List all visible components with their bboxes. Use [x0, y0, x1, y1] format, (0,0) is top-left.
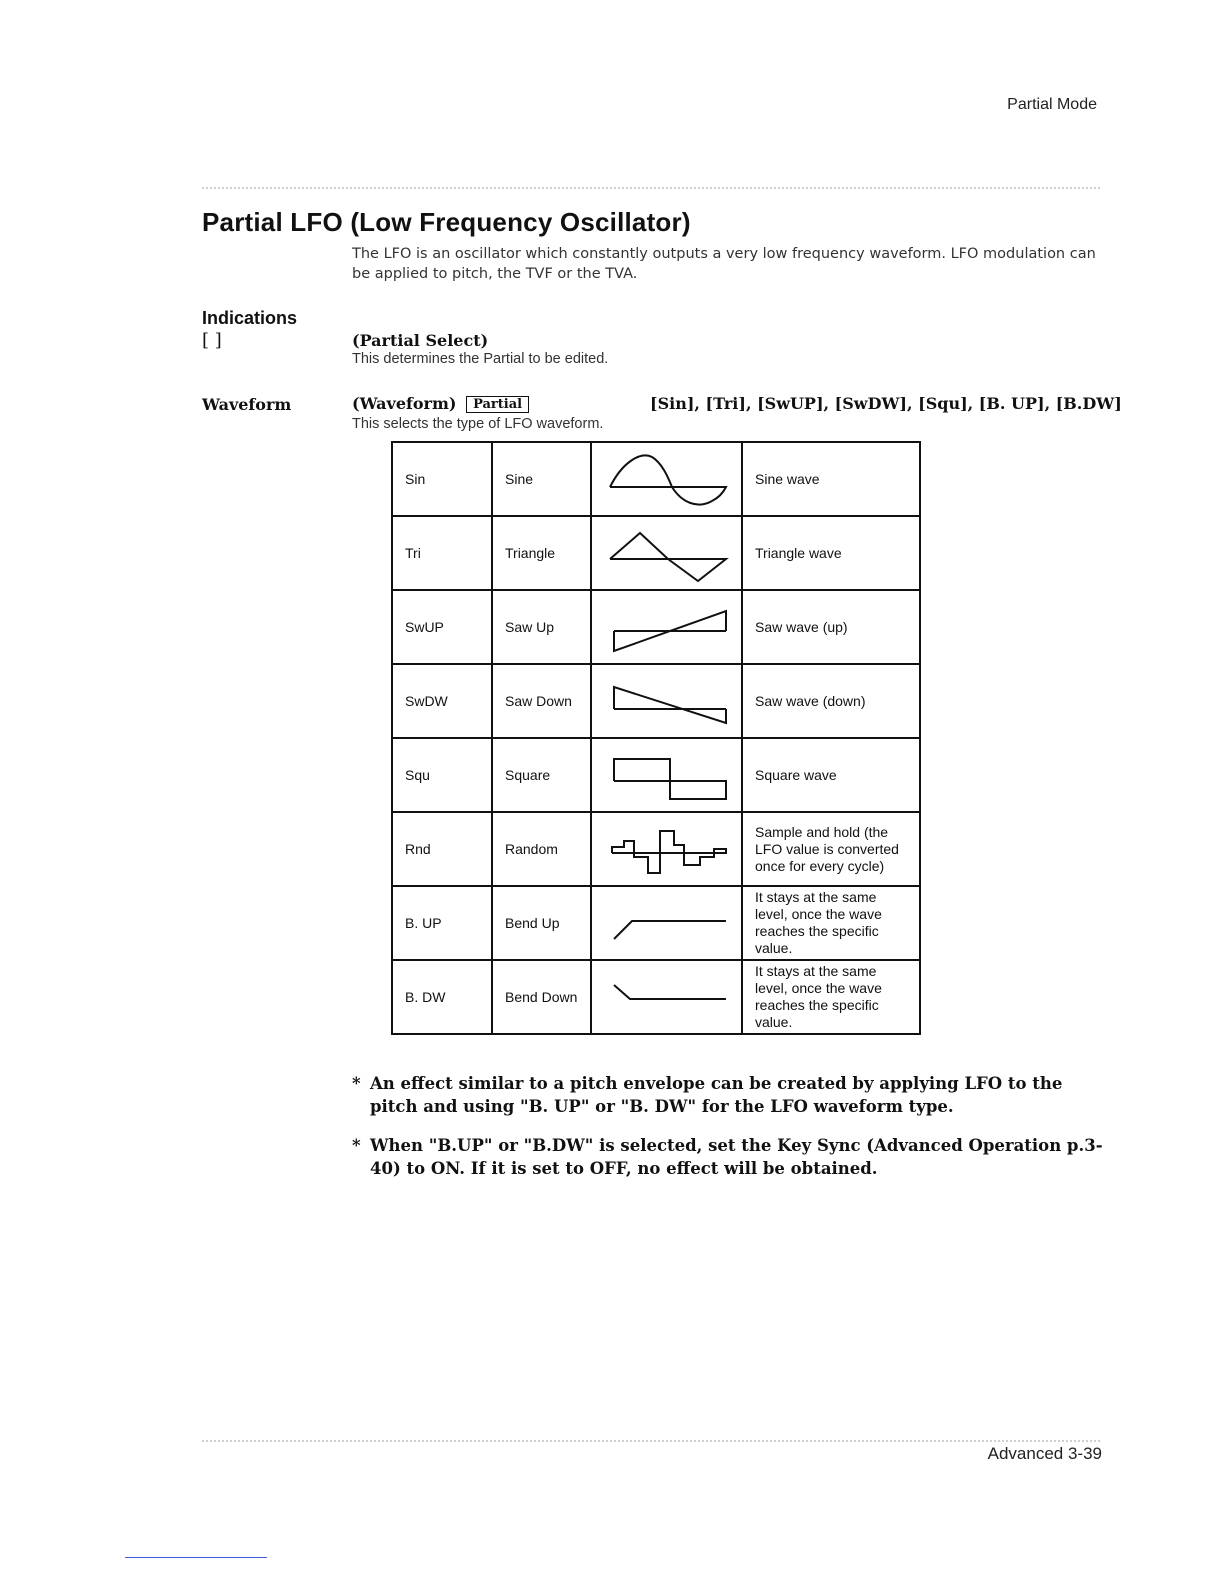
intro-paragraph: The LFO is an oscillator which constantly outputs a very low frequency waveform. LFO modulation can be applied to pitch, the TVF or the TVA. — [352, 246, 1096, 282]
waveform-heading: Waveform — [202, 395, 292, 414]
wave-description: Sample and hold (the LFO value is converted once for every cycle) — [742, 812, 920, 886]
random-wave-icon — [591, 812, 742, 886]
indication-bracket: [ ] — [202, 330, 222, 351]
wave-name: Square — [492, 738, 591, 812]
wave-description: Square wave — [742, 738, 920, 812]
wave-name: Bend Down — [492, 960, 591, 1034]
wave-code: B. UP — [392, 886, 492, 960]
note-key-sync — [352, 1134, 1104, 1180]
table-row — [392, 960, 920, 1034]
bottom-divider — [202, 1440, 1100, 1442]
wave-name: Sine — [492, 442, 591, 516]
waveform-values: [Sin], [Tri], [SwUP], [SwDW], [Squ], [B. UP], [B.DW] — [650, 394, 1122, 413]
wave-description: Saw wave (down) — [742, 664, 920, 738]
page-edge-mark — [125, 1557, 267, 1558]
indications-heading: Indications — [202, 308, 298, 328]
wave-name: Bend Up — [492, 886, 591, 960]
partial-select-title: (Partial Select) — [352, 331, 489, 350]
wave-code: B. DW — [392, 960, 492, 1034]
square-wave-icon — [591, 738, 742, 812]
wave-description: It stays at the same level, once the wave reaches the specific value. — [742, 886, 920, 960]
wave-description: It stays at the same level, once the wave reaches the specific value. — [742, 960, 920, 1034]
wave-code: SwUP — [392, 590, 492, 664]
partial-select-desc: This determines the Partial to be edited. — [352, 351, 609, 367]
saw-down-wave-icon — [591, 664, 742, 738]
note-text: An effect similar to a pitch envelope can be created by applying LFO to the pitch and using "B. UP" or "B. DW" for the LFO waveform type. — [370, 1074, 1063, 1116]
table-row — [392, 442, 920, 516]
table-row — [392, 664, 920, 738]
wave-description: Triangle wave — [742, 516, 920, 590]
triangle-wave-icon — [591, 516, 742, 590]
bend-up-wave-icon — [591, 886, 742, 960]
table-row — [392, 590, 920, 664]
wave-code: Squ — [392, 738, 492, 812]
saw-up-wave-icon — [591, 590, 742, 664]
table-row — [392, 516, 920, 590]
waveform-table — [391, 441, 921, 1035]
note-star: * — [352, 1074, 361, 1093]
page-title: Partial LFO (Low Frequency Oscillator) — [202, 207, 691, 237]
note-text: When "B.UP" or "B.DW" is selected, set the Key Sync (Advanced Operation p.3-40) to ON. If it is set to OFF, no effect will be obtained. — [370, 1136, 1103, 1178]
table-row — [392, 886, 920, 960]
bend-down-wave-icon — [591, 960, 742, 1034]
partial-key-label: Partial — [466, 396, 529, 413]
wave-name: Saw Down — [492, 664, 591, 738]
wave-code: Tri — [392, 516, 492, 590]
table-row — [392, 738, 920, 812]
wave-name: Random — [492, 812, 591, 886]
wave-description: Sine wave — [742, 442, 920, 516]
top-divider — [202, 187, 1100, 189]
wave-name: Saw Up — [492, 590, 591, 664]
wave-code: Rnd — [392, 812, 492, 886]
waveform-title — [352, 394, 529, 413]
wave-code: Sin — [392, 442, 492, 516]
wave-description: Saw wave (up) — [742, 590, 920, 664]
note-bend-effect — [352, 1072, 1104, 1118]
running-header: Partial Mode — [1007, 96, 1097, 113]
table-row — [392, 812, 920, 886]
page-number: Advanced 3-39 — [987, 1444, 1102, 1463]
wave-name: Triangle — [492, 516, 591, 590]
sine-wave-icon — [591, 442, 742, 516]
waveform-title-text: (Waveform) — [352, 394, 457, 413]
wave-code: SwDW — [392, 664, 492, 738]
waveform-desc: This selects the type of LFO waveform. — [352, 416, 604, 432]
note-star: * — [352, 1136, 361, 1155]
